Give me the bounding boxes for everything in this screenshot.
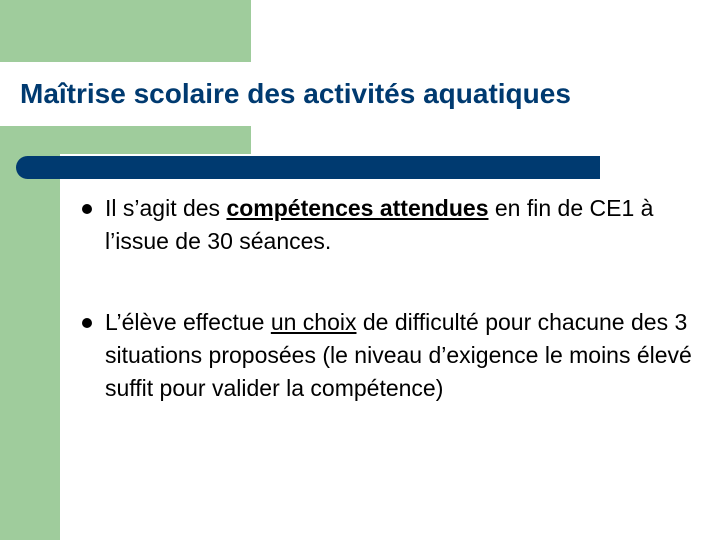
bullet-item-competences (82, 192, 702, 258)
slide-title: Maîtrise scolaire des activités aquatiques (20, 78, 571, 109)
bullet-text-before: Il s’agit des (105, 195, 227, 221)
bullet-item-choix (82, 306, 702, 405)
bullet-list (82, 192, 702, 405)
bullet-dot-icon (82, 204, 92, 214)
bullet-text-after: en fin de CE1 à l’issue de 30 séances. (105, 195, 654, 254)
bullet-text-before: L’élève effectue (105, 309, 271, 335)
title-divider-bar (16, 156, 600, 179)
bullet-dot-icon (82, 318, 92, 328)
bullet-emphasis-competences: compétences attendues (226, 195, 489, 221)
bullet-emphasis-choix: un choix (270, 309, 357, 335)
bullet-text-after: de difficulté pour chacune des 3 situations proposées (le niveau d’exigence le moins élevé suffit pour valider la compétence) (105, 309, 692, 401)
